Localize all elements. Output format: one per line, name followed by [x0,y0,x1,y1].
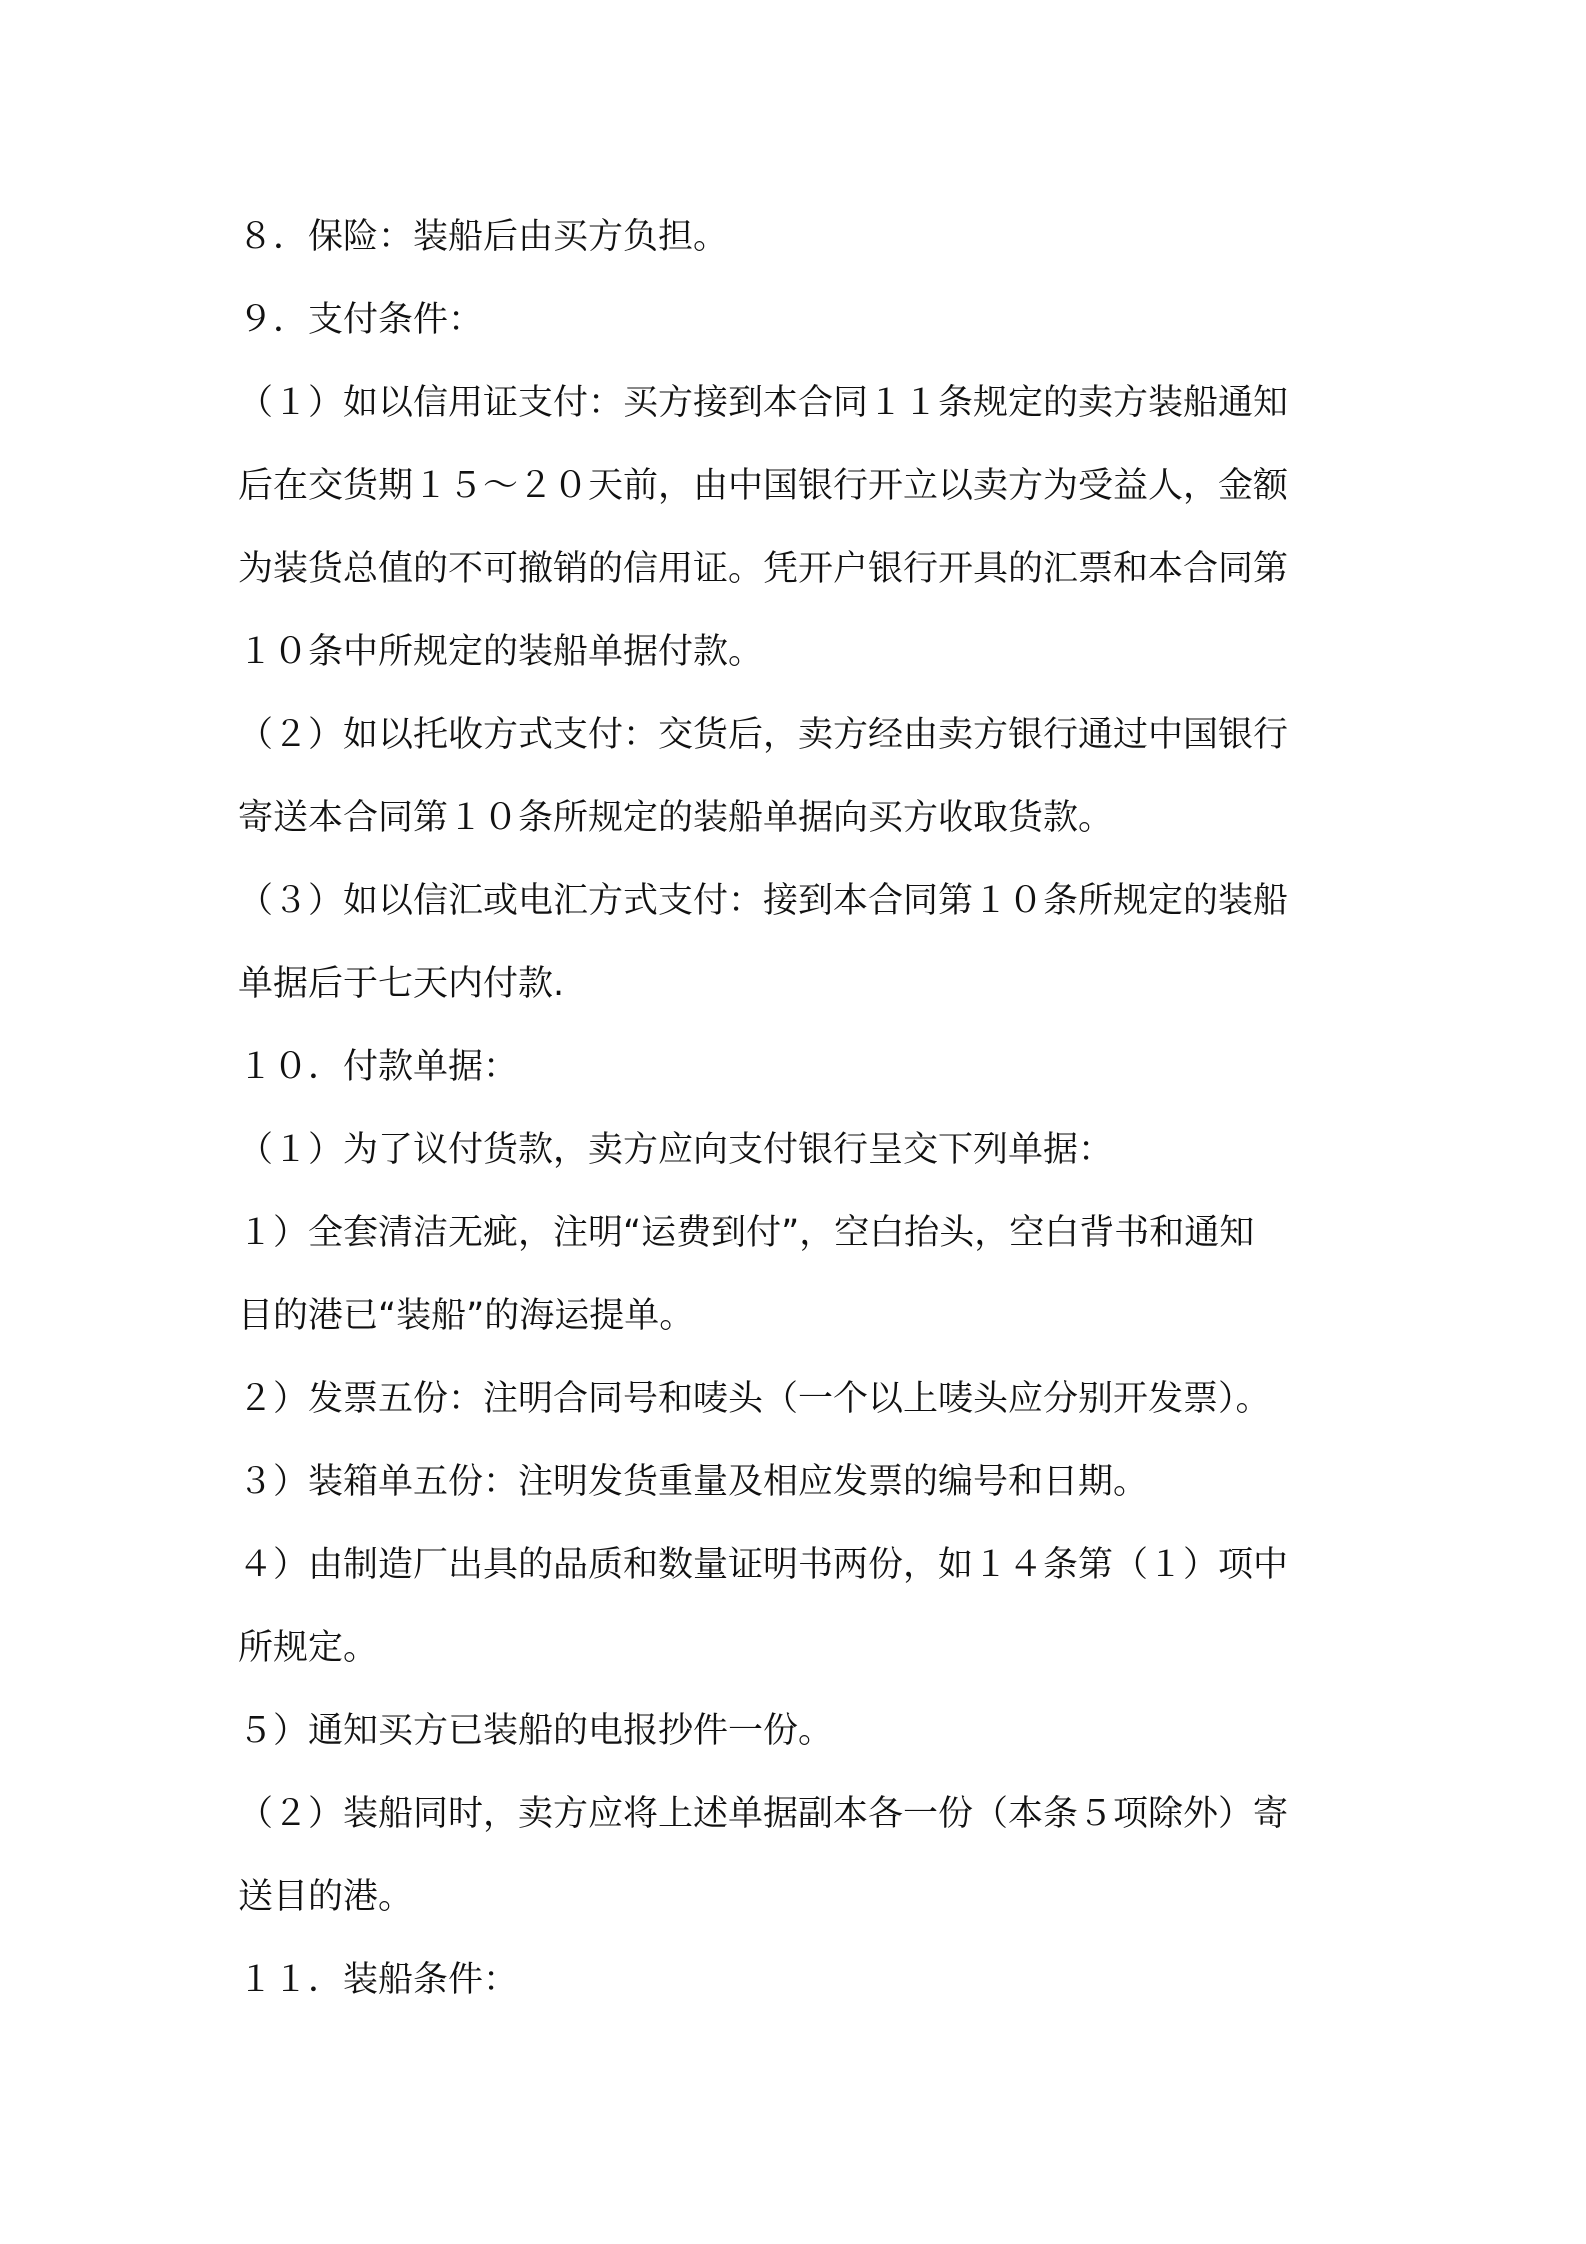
item-1-line-2: 目的港已“装船”的海运提单。 [238,1296,695,1336]
clause-10-heading: １０．付款单据： [238,1047,519,1087]
clause-11-heading: １１．装船条件： [238,1960,519,2000]
clause-9-heading: ９．支付条件： [238,300,484,340]
item-5: ５）通知买方已装船的电报抄件一份。 [238,1711,834,1751]
clause-9-2-line-1: （２）如以托收方式支付：交货后，卖方经由卖方银行通过中国银行 [238,715,1289,755]
clause-9-3-line-1: （３）如以信汇或电汇方式支付：接到本合同第１０条所规定的装船 [238,881,1289,921]
item-3: ３）装箱单五份：注明发货重量及相应发票的编号和日期。 [238,1462,1149,1502]
item-1-line-1: １）全套清洁无疵，注明“运费到付”，空白抬头，空白背书和通知 [238,1213,1255,1253]
clause-9-3-line-2: 单据后于七天内付款. [238,964,565,1004]
document-body [238,196,1358,2022]
clause-9-1-line-1: （１）如以信用证支付：买方接到本合同１１条规定的卖方装船通知 [238,383,1289,423]
clause-9-1-line-2: 后在交货期１５～２０天前，由中国银行开立以卖方为受益人，金额 [238,466,1289,506]
clause-9-1-line-4: １０条中所规定的装船单据付款。 [238,632,764,672]
item-4-line-1: ４）由制造厂出具的品质和数量证明书两份，如１４条第（１）项中 [238,1545,1289,1585]
clause-10-1-intro: （１）为了议付货款，卖方应向支付银行呈交下列单据： [238,1130,1114,1170]
clause-8-insurance: ８．保险：装船后由买方负担。 [238,217,729,257]
clause-10-2-line-1: （２）装船同时，卖方应将上述单据副本各一份（本条５项除外）寄 [238,1794,1289,1834]
item-2: ２）发票五份：注明合同号和唛头（一个以上唛头应分别开发票）。 [238,1379,1271,1419]
clause-10-2-line-2: 送目的港。 [238,1877,414,1917]
clause-9-1-line-3: 为装货总值的不可撤销的信用证。凭开户银行开具的汇票和本合同第 [238,549,1289,589]
item-4-line-2: 所规定。 [238,1628,379,1668]
clause-9-2-line-2: 寄送本合同第１０条所规定的装船单据向买方收取货款。 [238,798,1114,838]
